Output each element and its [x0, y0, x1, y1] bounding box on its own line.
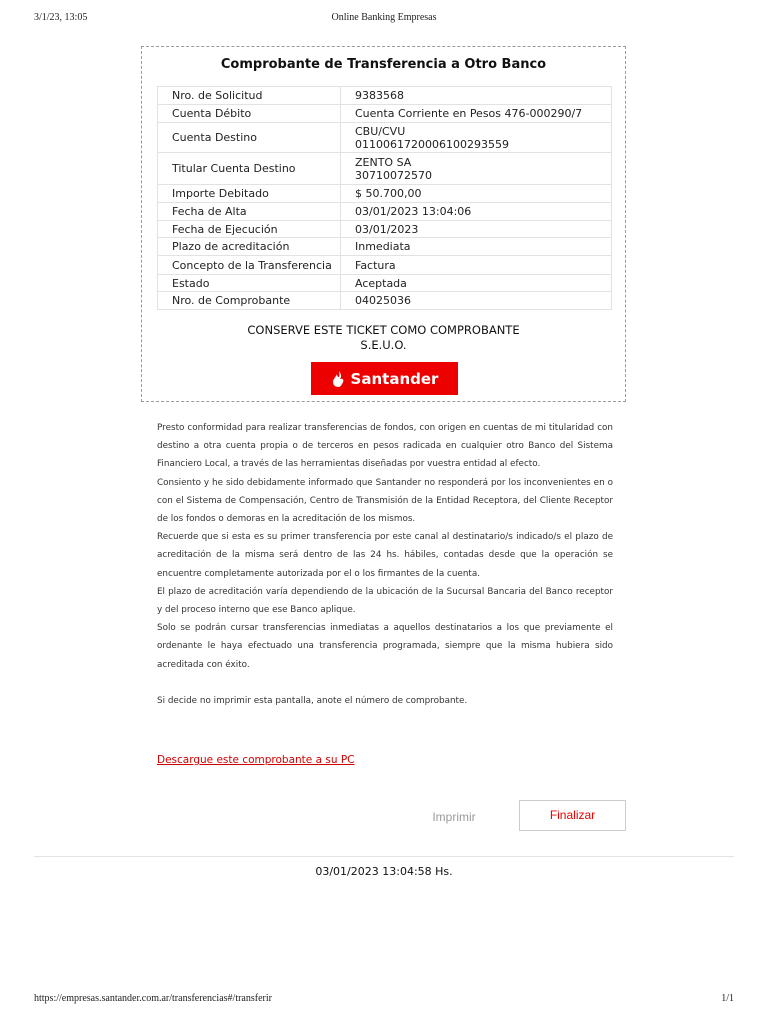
transfer-receipt [141, 46, 626, 402]
flame-icon [331, 370, 347, 388]
divider [34, 856, 734, 857]
table-row [158, 105, 612, 123]
row-label: Fecha de Alta [158, 203, 341, 221]
row-value [341, 153, 612, 185]
ticket-note-line: CONSERVE ESTE TICKET COMO COMPROBANTE [247, 323, 520, 337]
row-value-line: CBU/CVU [355, 124, 406, 138]
row-value: Aceptada [341, 275, 612, 292]
logo-text: Santander [350, 369, 439, 388]
row-value-line: ZENTO SA [355, 155, 412, 169]
row-label: Cuenta Débito [158, 105, 341, 123]
table-row [158, 256, 612, 275]
row-value-line: 30710072570 [355, 168, 432, 182]
print-header [34, 12, 734, 28]
print-button[interactable]: Imprimir [432, 810, 476, 824]
terms-paragraph: Solo se podrán cursar transferencias inmediatas a aquellos destinatarios a los que previamente el ordenante le haya efectuado una transferencia programada, siempre que la misma hubiera sido acreditada con éxito. [157, 623, 613, 670]
row-value: Inmediata [341, 238, 612, 256]
download-receipt-link[interactable]: Descargue este comprobante a su PC [157, 754, 355, 766]
row-value: Factura [341, 256, 612, 275]
row-label: Cuenta Destino [158, 123, 341, 153]
row-label: Titular Cuenta Destino [158, 153, 341, 185]
terms-paragraph: Recuerde que si esta es su primer transferencia por este canal al destinatario/s indicado/s el plazo de acreditación de la misma será dentro de las 24 hs. hábiles, contadas desde que la operación se encuentre completamente autorizada por el o los firmantes de la cuenta. [157, 532, 613, 579]
row-value: 04025036 [341, 292, 612, 310]
row-label: Importe Debitado [158, 185, 341, 203]
row-label: Concepto de la Transferencia [158, 256, 341, 275]
terms-paragraph: El plazo de acreditación varía dependiendo de la ubicación de la Sucursal Bancaria del Banco receptor y del proceso interno que ese Banco aplique. [157, 586, 613, 616]
row-value: 03/01/2023 13:04:06 [341, 203, 612, 221]
row-label: Estado [158, 275, 341, 292]
print-url: https://empresas.santander.com.ar/transferencias#/transferir [34, 993, 272, 1004]
santander-logo [311, 362, 458, 395]
print-note: Si decide no imprimir esta pantalla, anote el número de comprobante. [157, 695, 468, 706]
row-label: Fecha de Ejecución [158, 221, 341, 238]
row-label: Nro. de Comprobante [158, 292, 341, 310]
row-value: Cuenta Corriente en Pesos 476-000290/7 [341, 105, 612, 123]
row-value: 03/01/2023 [341, 221, 612, 238]
row-value [341, 123, 612, 153]
finalize-button[interactable]: Finalizar [519, 800, 626, 831]
ticket-note [142, 323, 625, 353]
terms-paragraph: Consiento y he sido debidamente informado que Santander no responderá por los inconvenientes en o con el Sistema de Compensación, Centro de Transmisión de la Entidad Receptora, del Cliente Receptor de los fondos o demoras en la acreditación de los mismos. [157, 477, 613, 525]
table-row [158, 238, 612, 256]
receipt-title: Comprobante de Transferencia a Otro Banco [220, 57, 547, 72]
terms-paragraph: Presto conformidad para realizar transferencias de fondos, con origen en cuentas de mi titularidad con destino a otra cuenta propia o de terceros en pesos radicada en cualquier otro Banco del Sistema Financiero Local, a través de las herramientas diseñadas por vuestra entidad al efecto. [157, 423, 613, 470]
print-datetime: 3/1/23, 13:05 [34, 12, 88, 23]
table-row [158, 292, 612, 310]
row-value: $ 50.700,00 [341, 185, 612, 203]
operation-timestamp: 03/01/2023 13:04:58 Hs. [315, 865, 453, 878]
table-row [158, 203, 612, 221]
row-label: Nro. de Solicitud [158, 87, 341, 105]
table-row [158, 87, 612, 105]
terms-text [157, 419, 613, 710]
ticket-note-line: S.E.U.O. [360, 338, 407, 352]
table-row [158, 275, 612, 292]
row-value: 9383568 [341, 87, 612, 105]
table-row [158, 153, 612, 185]
row-value-line: 0110061720006100293559 [355, 137, 509, 151]
print-footer [34, 993, 734, 1007]
print-page-title: Online Banking Empresas [331, 12, 437, 23]
table-row [158, 185, 612, 203]
table-row [158, 123, 612, 153]
row-label: Plazo de acreditación [158, 238, 341, 256]
receipt-details-table [157, 86, 612, 310]
print-page-number: 1/1 [721, 993, 734, 1004]
table-row [158, 221, 612, 238]
